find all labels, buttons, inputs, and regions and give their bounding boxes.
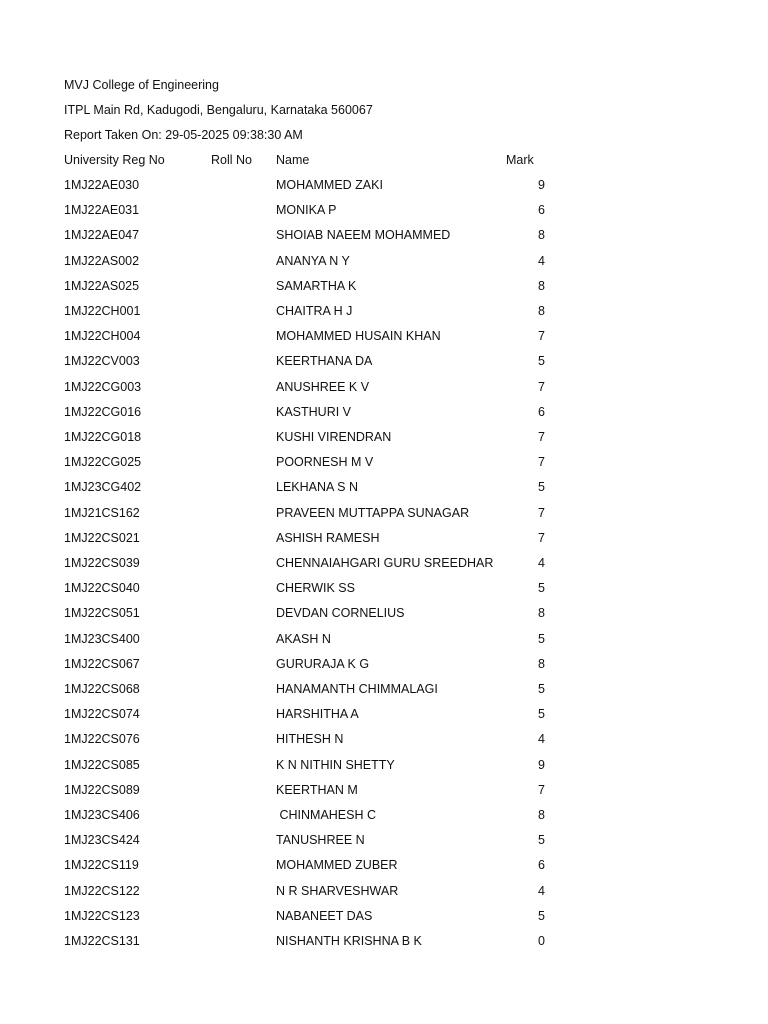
column-header-mark: Mark <box>506 153 534 167</box>
reg-no-cell: 1MJ22CS039 <box>64 556 140 570</box>
mark-cell: 5 <box>538 908 545 923</box>
table-row <box>0 203 768 228</box>
name-cell: MOHAMMED HUSAIN KHAN <box>276 329 441 344</box>
reg-no-cell: 1MJ22CS076 <box>64 732 140 747</box>
reg-no-cell: 1MJ22CS131 <box>64 934 140 948</box>
table-row <box>0 556 768 581</box>
reg-no-cell: 1MJ22CS119 <box>64 858 139 873</box>
table-row <box>0 329 768 354</box>
name-cell: MOHAMMED ZAKI <box>276 178 383 192</box>
reg-no-cell: 1MJ21CS162 <box>64 505 140 520</box>
reg-no-cell: 1MJ23CS400 <box>64 631 140 646</box>
table-row <box>0 455 768 480</box>
name-cell: MONIKA P <box>276 203 337 218</box>
reg-no-cell: 1MJ22CH001 <box>64 304 141 318</box>
reg-no-cell: 1MJ22CG016 <box>64 404 142 419</box>
table-row <box>0 480 768 505</box>
name-cell: HITHESH N <box>276 732 344 747</box>
name-cell: HARSHITHA A <box>276 707 359 722</box>
mark-cell: 4 <box>538 732 545 747</box>
mark-cell: 7 <box>538 455 545 470</box>
table-row <box>0 405 768 430</box>
reg-no-cell: 1MJ22CS085 <box>64 757 140 772</box>
reg-no-cell: 1MJ22CS074 <box>64 707 140 722</box>
table-row <box>0 758 768 783</box>
reg-no-cell: 1MJ22CS123 <box>64 908 140 923</box>
table-header <box>0 153 768 178</box>
mark-cell: 8 <box>538 304 545 318</box>
table-row <box>0 606 768 631</box>
table-row <box>0 506 768 531</box>
mark-cell: 5 <box>538 682 545 696</box>
mark-cell: 5 <box>538 354 545 369</box>
column-header-reg-no: University Reg No <box>64 153 165 167</box>
table-row <box>0 279 768 304</box>
reg-no-cell: 1MJ22CG003 <box>64 379 142 394</box>
name-cell: K N NITHIN SHETTY <box>276 757 395 772</box>
table-row <box>0 884 768 909</box>
name-cell: NISHANTH KRISHNA B K <box>276 934 422 948</box>
reg-no-cell: 1MJ22CS089 <box>64 782 140 797</box>
table-row <box>0 934 768 959</box>
table-row <box>0 531 768 556</box>
table-row <box>0 682 768 707</box>
name-cell: KASTHURI V <box>276 404 352 419</box>
mark-cell: 8 <box>538 278 545 293</box>
reg-no-cell: 1MJ22AE031 <box>64 203 140 218</box>
college-address: ITPL Main Rd, Kadugodi, Bengaluru, Karnataka 560067 <box>64 103 373 117</box>
table-row <box>0 254 768 279</box>
reg-no-cell: 1MJ23CG402 <box>64 480 142 495</box>
mark-cell: 5 <box>538 581 545 596</box>
mark-cell: 5 <box>538 833 545 848</box>
reg-no-cell: 1MJ23CS406 <box>64 808 140 822</box>
reg-no-cell: 1MJ22CG018 <box>64 430 142 444</box>
reg-no-cell: 1MJ22CH004 <box>64 329 141 344</box>
name-cell: ANANYA N Y <box>276 253 350 268</box>
name-cell: CHINMAHESH C <box>276 808 377 822</box>
mark-cell: 6 <box>538 858 545 873</box>
table-row <box>0 783 768 808</box>
mark-cell: 7 <box>538 505 545 520</box>
table-row <box>0 732 768 757</box>
name-cell: SAMARTHA K <box>276 278 357 293</box>
reg-no-cell: 1MJ22CS040 <box>64 581 140 596</box>
mark-cell: 8 <box>538 656 545 671</box>
reg-no-cell: 1MJ22CG025 <box>64 455 142 470</box>
table-row <box>0 581 768 606</box>
name-cell: ANUSHREE K V <box>276 379 370 394</box>
reg-no-cell: 1MJ22CV003 <box>64 354 140 369</box>
table-row <box>0 430 768 455</box>
reg-no-cell: 1MJ22AE030 <box>64 178 140 192</box>
column-header-name: Name <box>276 153 310 167</box>
reg-no-cell: 1MJ22CS068 <box>64 682 140 696</box>
table-row <box>0 228 768 253</box>
mark-cell: 5 <box>538 707 545 722</box>
name-cell: GURURAJA K G <box>276 656 370 671</box>
mark-cell: 6 <box>538 203 545 218</box>
table-row <box>0 833 768 858</box>
name-cell: SHOIAB NAEEM MOHAMMED <box>276 228 451 243</box>
mark-cell: 8 <box>538 228 545 243</box>
mark-cell: 7 <box>538 379 545 394</box>
reg-no-cell: 1MJ22CS122 <box>64 883 140 898</box>
college-name: MVJ College of Engineering <box>64 78 219 92</box>
mark-cell: 8 <box>538 606 545 621</box>
table-row <box>0 354 768 379</box>
mark-cell: 4 <box>538 253 545 268</box>
table-row <box>0 808 768 833</box>
mark-cell: 7 <box>538 329 545 344</box>
table-row <box>0 632 768 657</box>
mark-cell: 8 <box>538 808 545 822</box>
name-cell: TANUSHREE N <box>276 833 365 848</box>
column-header-roll-no: Roll No <box>211 153 252 167</box>
reg-no-cell: 1MJ22AS002 <box>64 253 140 268</box>
reg-no-cell: 1MJ22CS067 <box>64 656 140 671</box>
mark-cell: 5 <box>538 631 545 646</box>
name-cell: CHAITRA H J <box>276 304 353 318</box>
reg-no-cell: 1MJ22AE047 <box>64 228 140 243</box>
mark-cell: 5 <box>538 480 545 495</box>
table-row <box>0 380 768 405</box>
name-cell: CHENNAIAHGARI GURU SREEDHAR <box>276 556 494 570</box>
name-cell: KEERTHAN M <box>276 782 358 797</box>
name-cell: KUSHI VIRENDRAN <box>276 430 392 444</box>
table-row <box>0 304 768 329</box>
table-row <box>0 858 768 883</box>
report-timestamp: Report Taken On: 29-05-2025 09:38:30 AM <box>64 128 303 142</box>
name-cell: LEKHANA S N <box>276 480 358 495</box>
reg-no-cell: 1MJ22CS051 <box>64 606 140 621</box>
mark-cell: 7 <box>538 430 545 444</box>
mark-cell: 4 <box>538 883 545 898</box>
reg-no-cell: 1MJ23CS424 <box>64 833 140 848</box>
name-cell: DEVDAN CORNELIUS <box>276 606 405 621</box>
name-cell: NABANEET DAS <box>276 908 373 923</box>
name-cell: KEERTHANA DA <box>276 354 373 369</box>
name-cell: POORNESH M V <box>276 455 374 470</box>
mark-cell: 0 <box>538 934 545 948</box>
table-row <box>0 707 768 732</box>
name-cell: MOHAMMED ZUBER <box>276 858 398 873</box>
name-cell: PRAVEEN MUTTAPPA SUNAGAR <box>276 505 470 520</box>
mark-cell: 6 <box>538 404 545 419</box>
name-cell: ASHISH RAMESH <box>276 530 380 545</box>
mark-cell: 4 <box>538 556 545 570</box>
name-cell: N R SHARVESHWAR <box>276 883 399 898</box>
mark-cell: 9 <box>538 757 545 772</box>
mark-cell: 9 <box>538 178 545 192</box>
mark-cell: 7 <box>538 530 545 545</box>
table-row <box>0 657 768 682</box>
mark-cell: 7 <box>538 782 545 797</box>
name-cell: CHERWIK SS <box>276 581 355 596</box>
table-row <box>0 178 768 203</box>
name-cell: HANAMANTH CHIMMALAGI <box>276 682 438 696</box>
table-row <box>0 909 768 934</box>
reg-no-cell: 1MJ22AS025 <box>64 278 140 293</box>
name-cell: AKASH N <box>276 631 331 646</box>
reg-no-cell: 1MJ22CS021 <box>64 530 140 545</box>
